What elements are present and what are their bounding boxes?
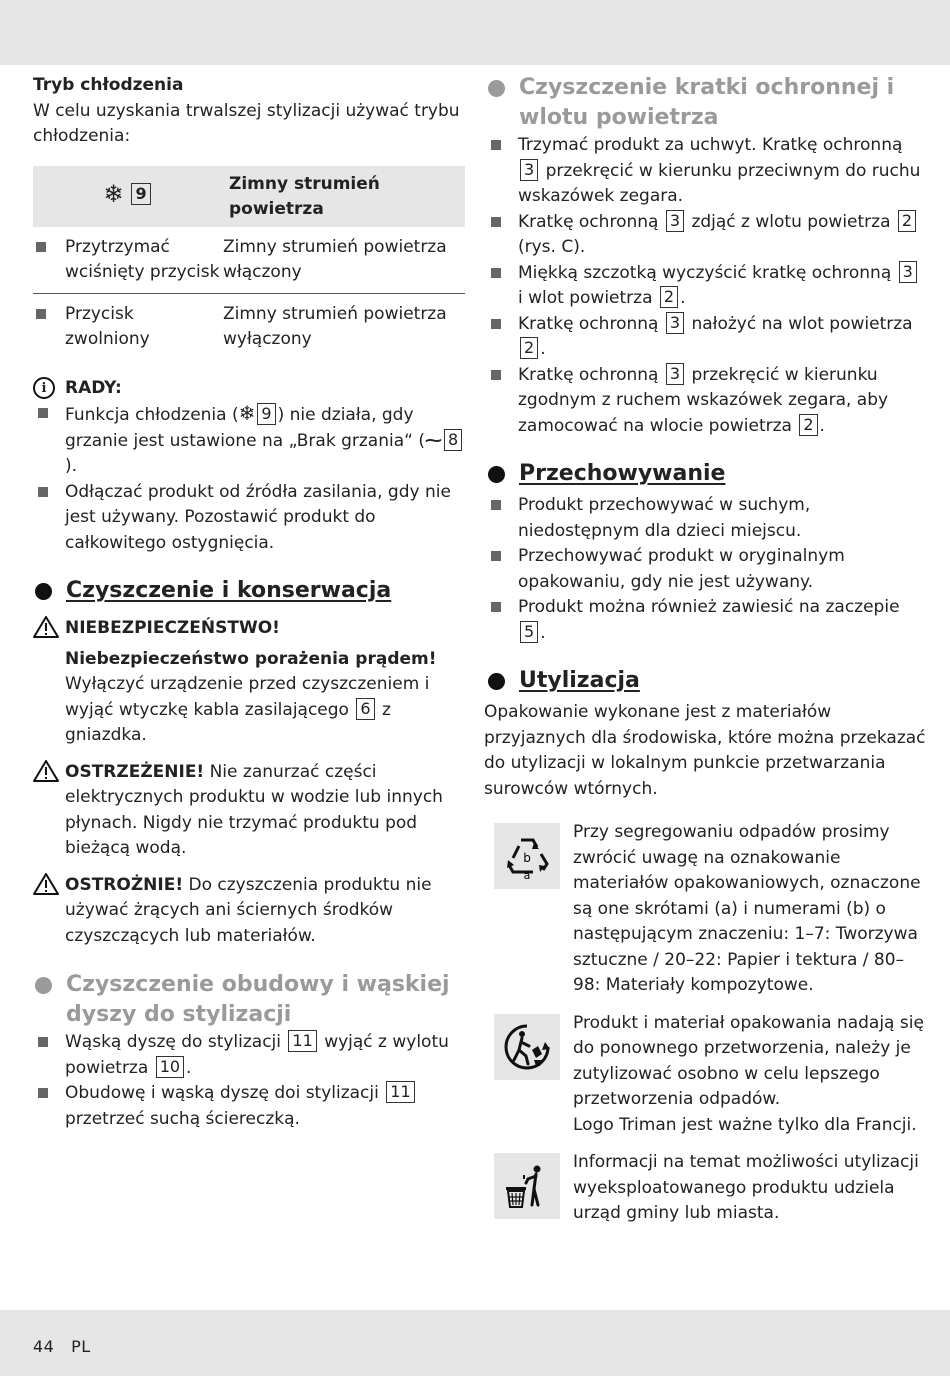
list-item: Produkt można również zawiesić na zaczepie 5 .: [486, 595, 926, 646]
list-item: Produkt przechowywać w suchym, niedostępnym dla dzieci miejscu.: [486, 493, 926, 544]
bin-info: [486, 1150, 926, 1227]
cool-mode-table: [33, 166, 465, 362]
left-column: [33, 73, 465, 1132]
page-lang: PL: [71, 1337, 91, 1356]
info-icon: i: [33, 377, 55, 399]
table-row: [33, 293, 465, 362]
table-head-label: Zimny strumień powietrza: [223, 166, 465, 227]
list-item: Odłączać produkt od źródła zasilania, gdy nie jest używany. Pozostawić produkt do całkowitego ostygnięcia.: [33, 480, 465, 557]
tips-block: [33, 376, 465, 557]
section-heading: Czyszczenie obudowy i wąskiej dyszy do stylizacji: [33, 970, 465, 1030]
bullet-dot-icon: [488, 80, 505, 97]
table-cell-result: Zimny strumień powietrza włączony: [223, 227, 465, 294]
triman-text: Produkt i materiał opakowania nadają się do ponownego przetworzenia, należy je zutylizować osobno w celu lepszego przetworzenia odpadów.: [573, 1012, 924, 1109]
list-item: Funkcja chłodzenia (❄ 9 ) nie działa, gdy grzanie jest ustawione na „Brak grzania“ (⁓ 8).: [33, 401, 465, 480]
bullet-dot-icon: [488, 466, 505, 483]
section-heading: Czyszczenie i konserwacja: [33, 576, 465, 606]
triman-note: Logo Triman jest ważne tylko dla Francji.: [573, 1114, 917, 1135]
list-item: Obudowę i wąską dyszę doi stylizacji 11 przetrzeć suchą ściereczką.: [33, 1081, 465, 1132]
snowflake-icon: ❄: [238, 401, 256, 425]
list-item: Trzymać produkt za uchwyt. Kratkę ochronną 3 przekręcić w kierunku przeciwnym do ruchu wskazówek zegara.: [486, 133, 926, 210]
recycle-info: [486, 820, 926, 999]
disposal-intro: Opakowanie wykonane jest z materiałów przyjaznych dla środowiska, które można przekazać do utylizacji w lokalnym punkcie przetwarzania surowców wtórnych.: [484, 702, 926, 799]
list-item: Miękką szczotką wyczyścić kratkę ochronną 3 i wlot powietrza 2 .: [486, 261, 926, 312]
list-item: Kratkę ochronną 3 nałożyć na wlot powietrza 2 .: [486, 312, 926, 363]
recycle-icon: [494, 823, 560, 889]
warning-block: OSTRZEŻENIE! Nie zanurzać części elektrycznych produktu w wodzie lub innych płynach. Nigdy nie trzymać produktu pod bieżącą wodą.: [33, 760, 465, 862]
triman-icon: [494, 1014, 560, 1080]
right-column: [486, 73, 926, 1227]
bin-text: Informacji na temat możliwości utylizacji wyeksploatowanego produktu udziela urząd gminy lub miasta.: [573, 1152, 919, 1223]
warning-triangle-icon: [33, 873, 59, 950]
caution-block: OSTROŻNIE! Do czyszczenia produktu nie używać żrących ani ściernych środków czyszczących lub materiałów.: [33, 873, 465, 950]
bullet-dot-icon: [35, 583, 52, 600]
list-item: Kratkę ochronną 3 przekręcić w kierunku zgodnym z ruchem wskazówek zegara, aby zamocować na wlocie powietrza 2 .: [486, 363, 926, 440]
table-row: [33, 227, 465, 294]
svg-text:a: a: [523, 869, 531, 880]
tips-title: RADY:: [65, 377, 122, 398]
waste-bin-icon: [494, 1153, 560, 1219]
ref-9: 9: [131, 183, 150, 205]
cool-mode-title: Tryb chłodzenia: [33, 75, 184, 95]
list-item: Kratkę ochronną 3 zdjąć z wlotu powietrza 2 (rys. C).: [486, 210, 926, 261]
cool-mode-intro: W celu uzyskania trwalszej stylizacji używać trybu chłodzenia:: [33, 100, 460, 146]
triman-info: [486, 1011, 926, 1139]
list-item: Wąską dyszę do stylizacji 11 wyjąć z wylotu powietrza 10 .: [33, 1030, 465, 1081]
danger-subtitle: Niebezpieczeństwo porażenia prądem!: [65, 648, 437, 669]
section-heading: Utylizacja: [486, 666, 926, 696]
svg-text:b: b: [523, 851, 531, 865]
section-heading: Przechowywanie: [486, 459, 926, 489]
warning-triangle-icon: [33, 616, 59, 647]
bullet-dot-icon: [488, 673, 505, 690]
bullet-dot-icon: [35, 977, 52, 994]
section-heading: Czyszczenie kratki ochronnej i wlotu powietrza: [486, 73, 926, 133]
snowflake-icon: ❄: [103, 179, 124, 208]
no-heat-icon: ⁓: [424, 430, 442, 451]
table-cell-action: Przytrzymać wciśnięty przycisk: [65, 236, 220, 282]
recycle-text: Przy segregowaniu odpadów prosimy zwrócić uwagę na oznakowanie materiałów opakowaniowych, oznaczone są one skrótami (a) i numerami (b) o następującym znaczeniu: 1–7: Tworzywa sztuczne / 20–22: Papier i tektura / 80–98: Materiały kompozytowe.: [573, 822, 921, 995]
top-bar: [0, 0, 950, 65]
list-item: Przechowywać produkt w oryginalnym opakowaniu, gdy nie jest używany.: [486, 544, 926, 595]
page-number: 44: [33, 1337, 55, 1356]
table-cell-action: Przycisk zwolniony: [65, 303, 150, 349]
danger-text: Wyłączyć urządzenie przed czyszczeniem i wyjąć wtyczkę kabla zasilającego 6 z gniazdka.: [65, 674, 430, 745]
table-cell-result: Zimny strumień powietrza wyłączony: [223, 303, 447, 349]
warning-triangle-icon: [33, 760, 59, 862]
page-footer: [0, 1310, 950, 1376]
danger-block: NIEBEZPIECZEŃSTWO!: [33, 616, 465, 647]
